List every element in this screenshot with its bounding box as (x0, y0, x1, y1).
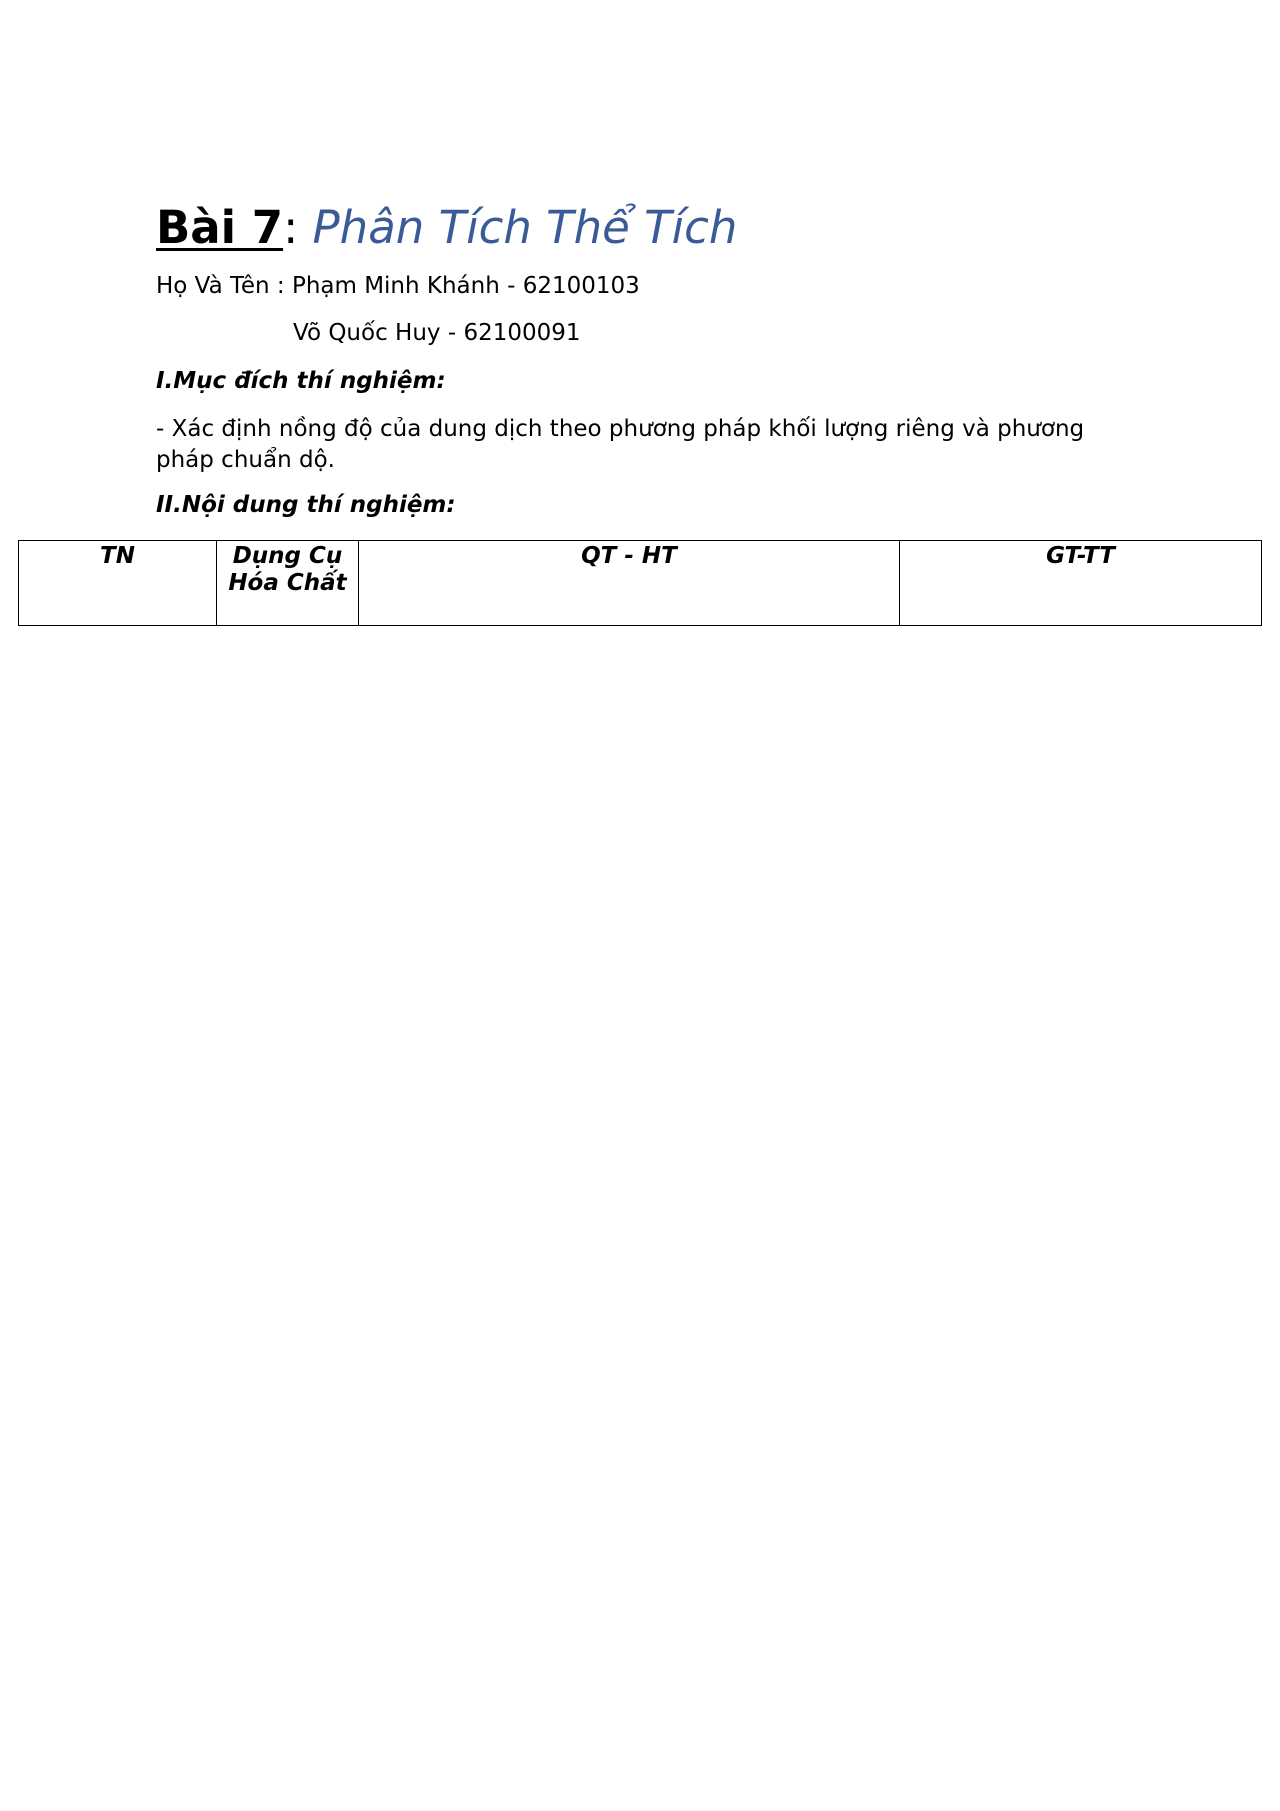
header-process-phenomena: QT - HT (359, 541, 900, 626)
lesson-title (156, 196, 737, 260)
header-equipment-chemicals: Dụng Cụ Hóa Chất (217, 541, 359, 626)
section-heading-purpose: I.Mục đích thí nghiệm: (156, 368, 446, 394)
student-line-1: Họ Và Tên : Phạm Minh Khánh - 62100103 (156, 273, 640, 299)
header-tn: TN (19, 541, 217, 626)
title-separator: : (283, 201, 313, 254)
student-line-2: Võ Quốc Huy - 62100091 (293, 320, 581, 346)
header-explanation: GT-TT (900, 541, 1262, 626)
purpose-paragraph: - Xác định nồng độ của dung dịch theo phương pháp khối lượng riêng và phương pháp chuẩn dộ. (156, 416, 1085, 473)
lesson-number: Bài 7 (156, 201, 284, 254)
section-heading-content: II.Nội dung thí nghiệm: (156, 492, 456, 518)
lesson-name: Phân Tích Thể Tích (312, 201, 738, 254)
experiment-table (18, 540, 1262, 626)
table-header-row (19, 541, 1262, 626)
